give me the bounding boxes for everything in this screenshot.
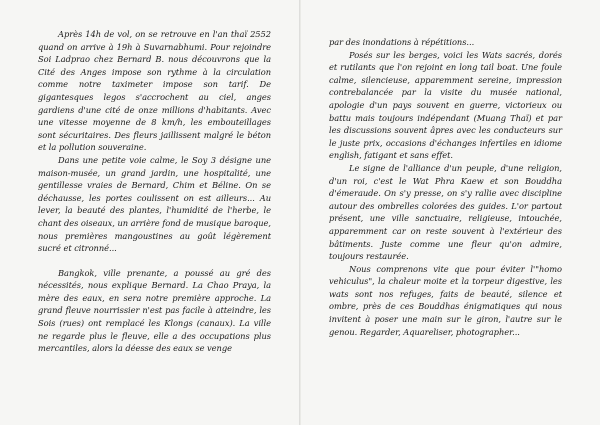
right-paragraph-2: Posés sur les berges, voici les Wats sacrés, dorés et rutilants que l'on rejoint en long tail boat. Une foule calme, silencieuse, apparemment sereine, impression contrebalancée par la visite du musée national, apologie d'un pays souvent en guerre, victorieux ou battu mais toujours indépendant (Muang Thaï) et par les discussions souvent âpres avec les conducteurs sur le juste prix, occasions d'échanges infertiles en idiome english, fatigant et sans effet. <box>329 49 562 161</box>
left-paragraph-3: Bangkok, ville prenante, a poussé au gré des nécessités, nous explique Bernard. La Chao Praya, la mère des eaux, en sera notre première approche. La grand fleuve nourrissier n'est pas facile à atteindre, les Sois (rues) ont remplacé les Klongs (canaux). La ville ne regarde plus le fleuve, elle a des occupations plus mercantiles, alors la déesse des eaux se venge <box>38 267 271 354</box>
left-page-text <box>38 28 271 355</box>
right-page-text <box>329 36 562 338</box>
left-paragraph-2: Dans une petite voie calme, le Soy 3 désigne une maison-musée, un grand jardin, une hospitalité, une gentillesse vraies de Bernard, Chim et Béline. On se déchausse, les portes coulissent on est ailleurs... Au lever, la beauté des plantes, l'humidité de l'herbe, le chant des oiseaux, un arrière fond de musique baroque, nous premières mangoustines au goût légèrement sucré et citronné... <box>38 154 271 254</box>
left-paragraph-1: Après 14h de vol, on se retrouve en l'an thaï 2552 quand on arrive à 19h à Suvarnabhumi. Pour rejoindre Soi Ladprao chez Bernard B. nous découvrons que la Cité des Anges impose son rythme à la circulation comme notre taximeter impose son tarif. De gigantesques legos s'accrochent au ciel, anges gardiens d'une cité de onze millions d'habitants. Avec une vitesse moyenne de 8 km/h, les embouteillages sont sécuritaires. Des fleurs jaillissent malgré le béton et la pollution souveraine. <box>38 29 271 153</box>
right-paragraph-3: Le signe de l'alliance d'un peuple, d'une religion, d'un roi, c'est le Wat Phra Kaew et son Bouddha d'émeraude. On s'y presse, on s'y rallie avec discipline autour des ombrelles colorées des guides. L'or partout présent, une ville sanctuaire, religieuse, intouchée, apparemment car on reste souvent à l'extérieur des bâtiments. Juste comme une fleur qu'on admire, toujours restaurée. <box>329 162 562 262</box>
right-paragraph-1: par des inondations à répétitions... <box>329 37 475 47</box>
right-paragraph-4: Nous comprenons vite que pour éviter l'"homo vehiculus", la chaleur moite et la torpeur digestive, les wats sont nos refuges, faits de beauté, silence et ombre, près de ces Bouddhas énigmatiques qui nous invitent à poser une main sur le giron, l'autre sur le genou. Regarder, Aquareliser, photographer... <box>329 263 562 337</box>
right-page <box>301 0 600 425</box>
left-page <box>0 0 299 425</box>
